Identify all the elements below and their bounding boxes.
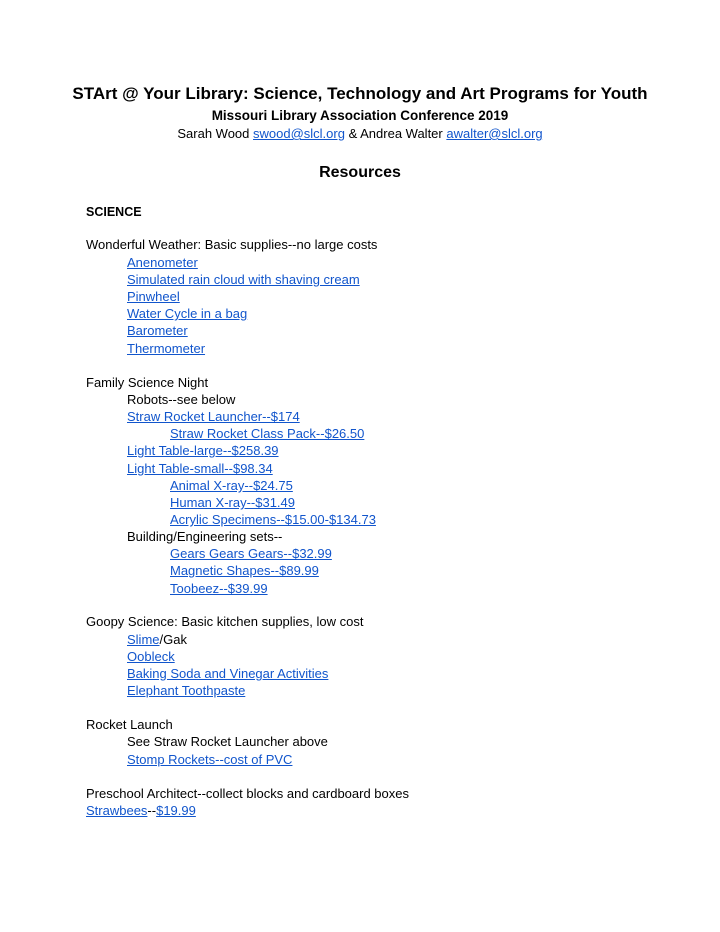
thermometer-link[interactable]: Thermometer: [127, 341, 206, 356]
preschool-architect-heading: Preschool Architect--collect blocks and cardboard boxes: [86, 786, 409, 801]
anenometer-link[interactable]: Anenometer: [127, 255, 198, 270]
straw-rocket-launcher-link[interactable]: Straw Rocket Launcher--$174: [127, 409, 300, 424]
human-xray-link[interactable]: Human X-ray--$31.49: [170, 495, 295, 510]
author1-name: Sarah Wood: [177, 126, 253, 141]
science-section-heading: SCIENCE: [86, 205, 142, 219]
light-table-large-link[interactable]: Light Table-large--$258.39: [127, 443, 279, 458]
weather-heading: Wonderful Weather: Basic supplies--no large costs: [86, 237, 378, 252]
resources-heading: Resources: [319, 164, 401, 181]
acrylic-specimens-link[interactable]: Acrylic Specimens--$15.00-$134.73: [170, 512, 376, 527]
oobleck-link[interactable]: Oobleck: [127, 649, 175, 664]
document-title: STArt @ Your Library: Science, Technology and Art Programs for Youth: [72, 84, 648, 103]
slime-link[interactable]: Slime: [127, 632, 160, 647]
robots-note: Robots--see below: [127, 392, 236, 407]
straw-rocket-pack-link[interactable]: Straw Rocket Class Pack--$26.50: [170, 426, 365, 441]
barometer-link[interactable]: Barometer: [127, 323, 188, 338]
strawbees-line: [86, 803, 196, 819]
family-science-heading: Family Science Night: [86, 375, 209, 390]
stomp-rockets-link[interactable]: Stomp Rockets--cost of PVC: [127, 752, 293, 767]
pinwheel-link[interactable]: Pinwheel: [127, 289, 180, 304]
magnetic-shapes-link[interactable]: Magnetic Shapes--$89.99: [170, 563, 319, 578]
authors-and: & Andrea Walter: [344, 126, 447, 141]
strawbees-price-link[interactable]: $19.99: [156, 803, 196, 818]
slime-gak-line: [127, 632, 187, 648]
see-straw-rocket-note: See Straw Rocket Launcher above: [127, 734, 328, 749]
author1-email-link[interactable]: swood@slcl.org: [253, 126, 345, 141]
conference-subtitle: Missouri Library Association Conference 2019: [211, 108, 509, 123]
authors-line: [0, 126, 720, 141]
baking-soda-link[interactable]: Baking Soda and Vinegar Activities: [127, 666, 329, 681]
rocket-launch-heading: Rocket Launch: [86, 717, 173, 732]
author2-email-link[interactable]: awalter@slcl.org: [446, 126, 543, 141]
elephant-toothpaste-link[interactable]: Elephant Toothpaste: [127, 683, 246, 698]
rain-cloud-link[interactable]: Simulated rain cloud with shaving cream: [127, 272, 360, 287]
toobeez-link[interactable]: Toobeez--$39.99: [170, 581, 268, 596]
strawbees-separator: --: [147, 803, 157, 818]
goopy-science-heading: Goopy Science: Basic kitchen supplies, low cost: [86, 614, 364, 629]
light-table-small-link[interactable]: Light Table-small--$98.34: [127, 461, 273, 476]
gak-label: /Gak: [159, 632, 187, 647]
water-cycle-link[interactable]: Water Cycle in a bag: [127, 306, 248, 321]
animal-xray-link[interactable]: Animal X-ray--$24.75: [170, 478, 293, 493]
gears-link[interactable]: Gears Gears Gears--$32.99: [170, 546, 332, 561]
building-sets-label: Building/Engineering sets--: [127, 529, 283, 544]
strawbees-link[interactable]: Strawbees: [86, 803, 148, 818]
